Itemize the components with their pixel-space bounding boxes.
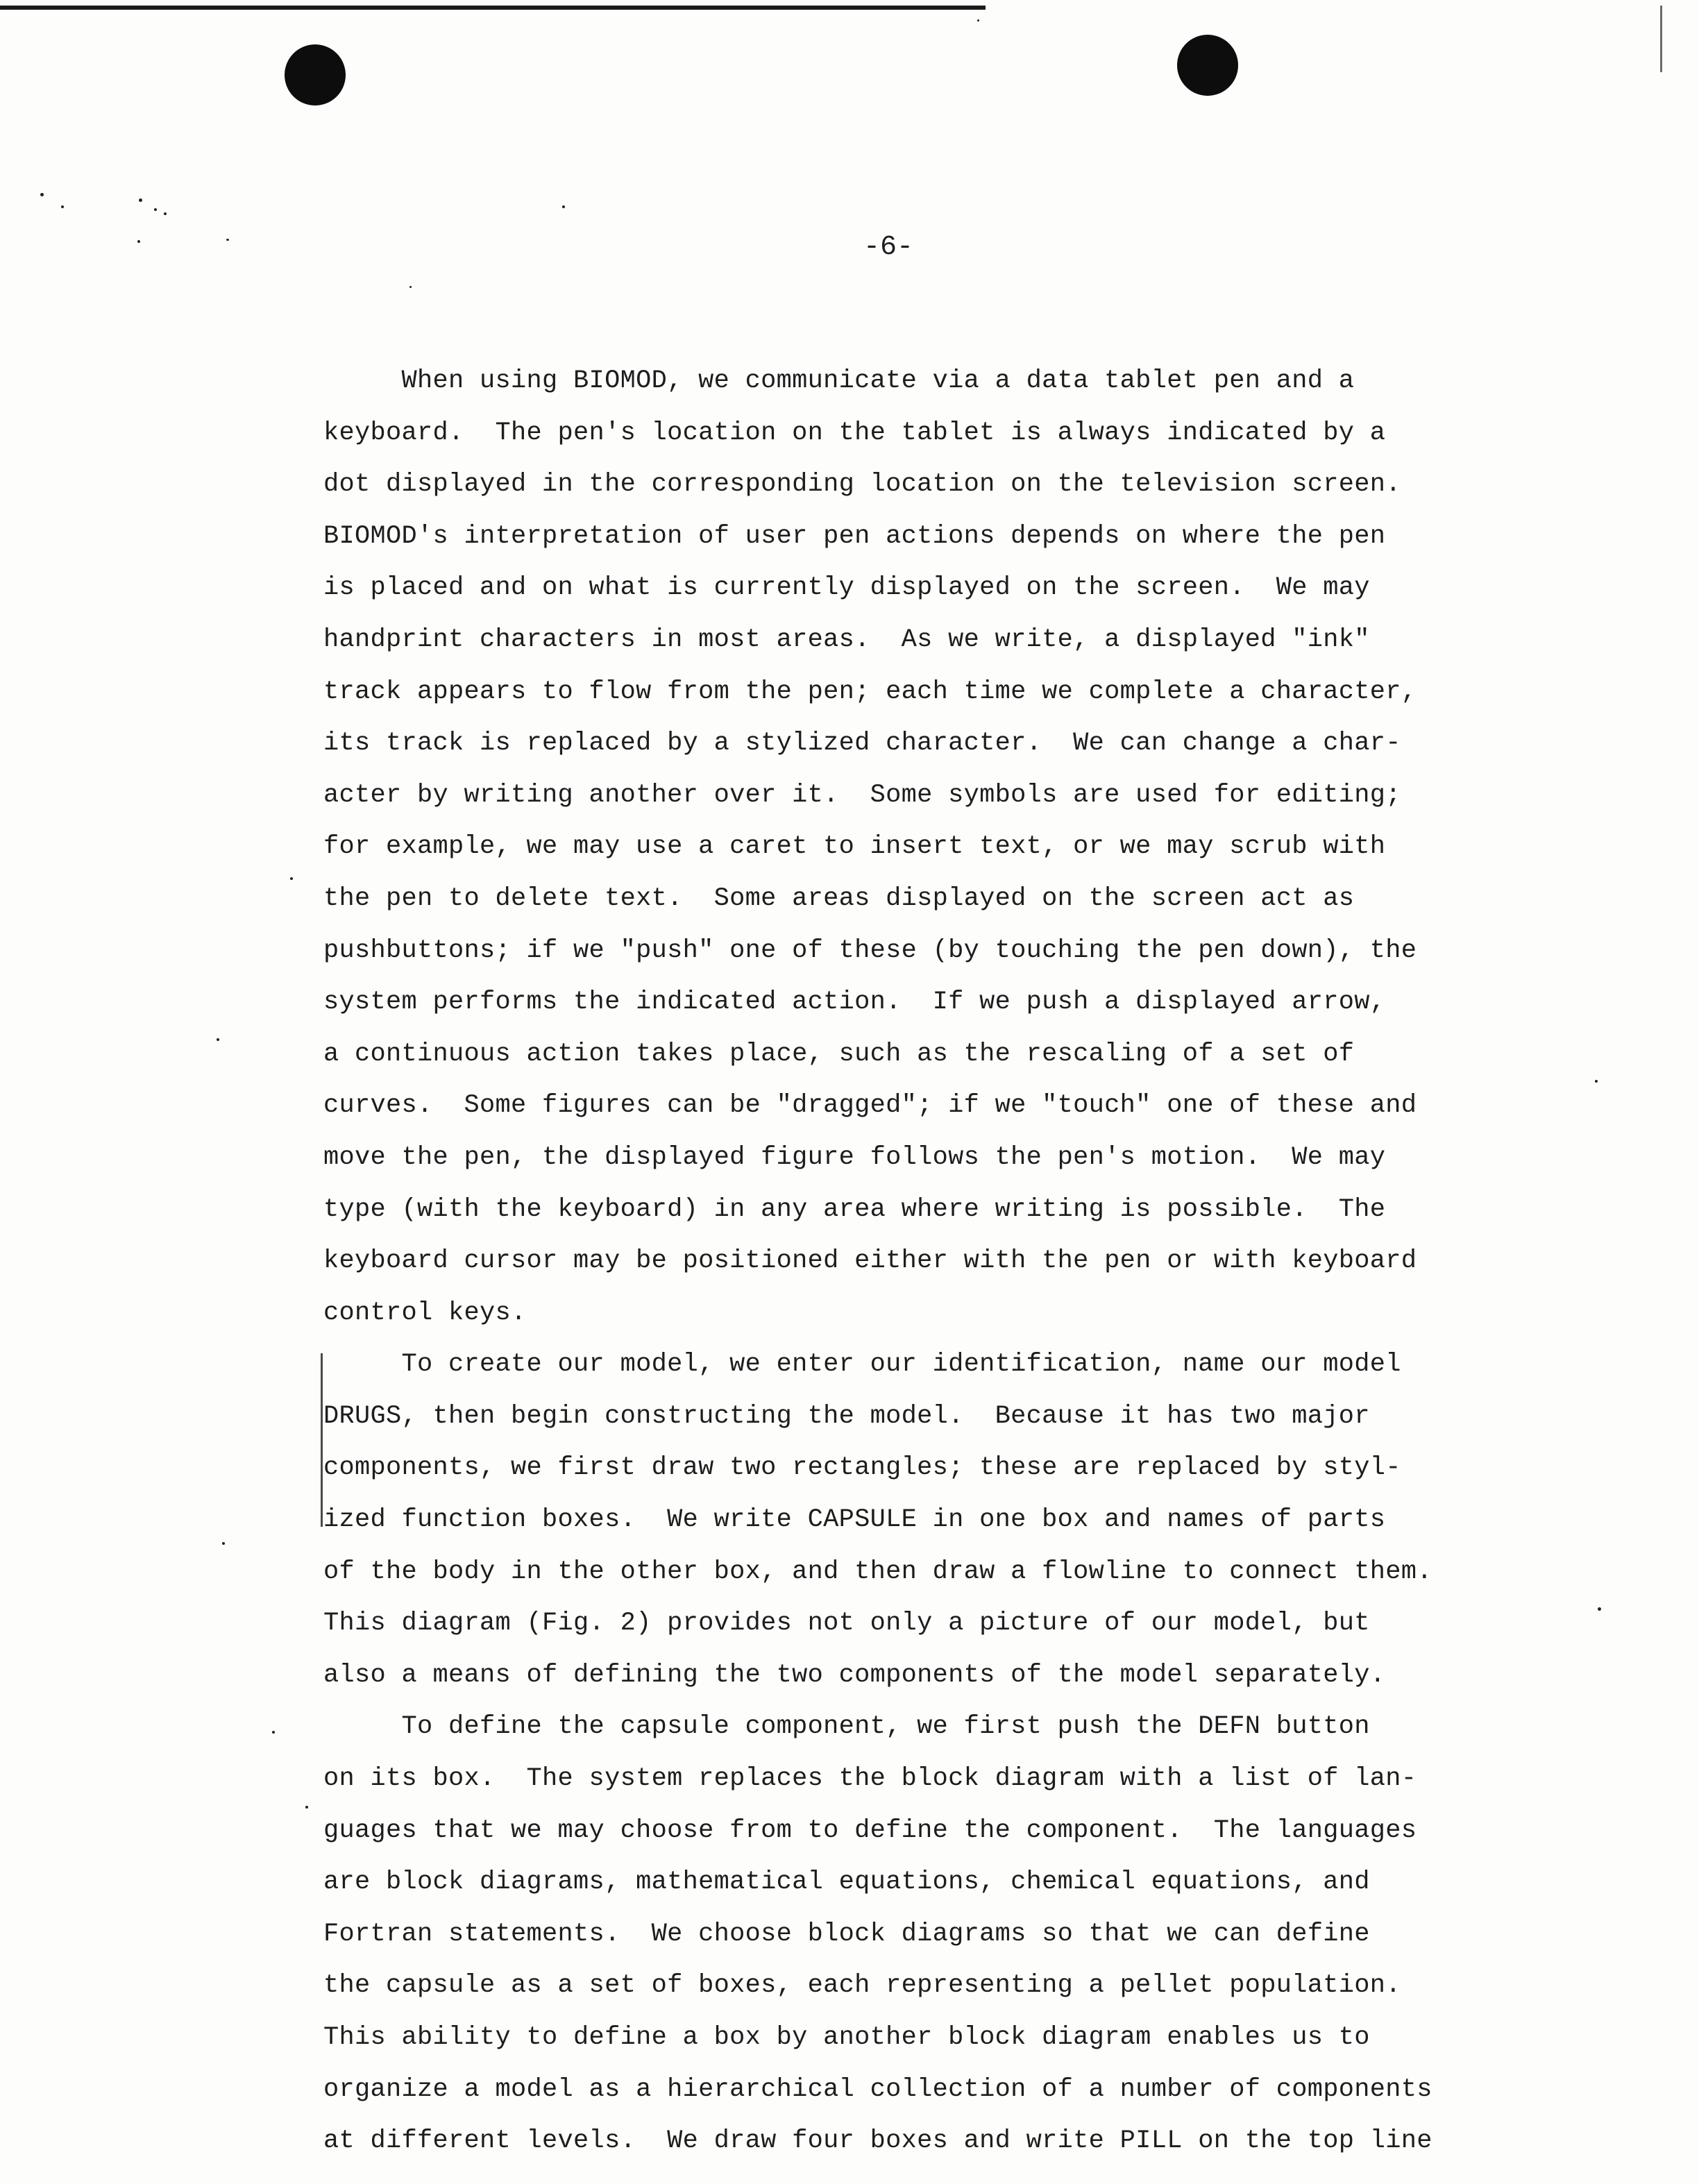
text-line: Fortran statements. We choose block diagrams so that we can define	[323, 1919, 1370, 1949]
text-line: its track is replaced by a stylized character. We can change a char-	[323, 729, 1401, 759]
punch-hole-left	[285, 44, 346, 105]
text-line: curves. Some figures can be "dragged"; if we "touch" one of these and	[323, 1091, 1417, 1121]
speck	[1595, 1080, 1598, 1083]
speck	[305, 1806, 308, 1809]
text-line: handprint characters in most areas. As we write, a displayed "ink"	[323, 625, 1370, 654]
speck	[222, 1542, 225, 1545]
top-rule	[0, 6, 986, 10]
text-line: on its box. The system replaces the block diagram with a list of lan-	[323, 1764, 1417, 1794]
page-number: -6-	[863, 232, 913, 263]
text-line: keyboard. The pen's location on the tablet is always indicated by a	[323, 418, 1386, 448]
text-line: the capsule as a set of boxes, each representing a pellet population.	[323, 1971, 1401, 2001]
speck	[290, 877, 293, 880]
speck	[139, 198, 142, 202]
text-line: type (with the keyboard) in any area where writing is possible. The	[323, 1194, 1386, 1224]
body-text	[323, 355, 1552, 2167]
speck	[137, 240, 140, 243]
text-line: are block diagrams, mathematical equations, chemical equations, and	[323, 1868, 1370, 1897]
text-line: BIOMOD's interpretation of user pen actions depends on where the pen	[323, 521, 1386, 551]
speck	[272, 1731, 275, 1734]
margin-change-bar	[321, 1353, 323, 1527]
speck	[1598, 1607, 1601, 1611]
text-line: To define the capsule component, we first push the DEFN button	[323, 1712, 1370, 1742]
text-line: for example, we may use a caret to insert text, or we may scrub with	[323, 832, 1386, 862]
speck	[977, 19, 979, 22]
text-line: dot displayed in the corresponding location on the television screen.	[323, 470, 1401, 500]
text-line: also a means of defining the two components of the model separately.	[323, 1660, 1386, 1690]
text-line: move the pen, the displayed figure follows the pen's motion. We may	[323, 1142, 1386, 1172]
speck	[217, 1038, 219, 1041]
text-line: guages that we may choose from to define the component. The languages	[323, 1815, 1417, 1845]
text-line: acter by writing another over it. Some symbols are used for editing;	[323, 780, 1401, 810]
text-line: components, we first draw two rectangles; these are replaced by styl-	[323, 1453, 1401, 1483]
text-line: system performs the indicated action. If we push a displayed arrow,	[323, 988, 1386, 1017]
edge-mark	[1660, 6, 1662, 72]
punch-hole-right	[1177, 35, 1238, 96]
speck	[154, 208, 157, 211]
speck	[61, 205, 64, 208]
text-line: organize a model as a hierarchical collection of a number of components	[323, 2074, 1432, 2104]
speck	[226, 239, 229, 241]
speck	[409, 286, 412, 288]
text-line: the pen to delete text. Some areas displayed on the screen act as	[323, 883, 1355, 913]
text-line: track appears to flow from the pen; each time we complete a character,	[323, 677, 1417, 706]
text-line: DRUGS, then begin constructing the model. Because it has two major	[323, 1401, 1370, 1431]
text-line: This diagram (Fig. 2) provides not only a picture of our model, but	[323, 1609, 1370, 1639]
text-line: ized function boxes. We write CAPSULE in one box and names of parts	[323, 1505, 1386, 1535]
text-line: of the body in the other box, and then draw a flowline to connect them.	[323, 1557, 1432, 1586]
text-line: When using BIOMOD, we communicate via a data tablet pen and a	[323, 366, 1355, 396]
speck	[164, 212, 167, 215]
text-line: control keys.	[323, 1298, 527, 1328]
text-line: a continuous action takes place, such as the rescaling of a set of	[323, 1039, 1355, 1069]
text-line: at different levels. We draw four boxes and write PILL on the top line	[323, 2126, 1432, 2156]
speck	[562, 205, 565, 208]
text-line: keyboard cursor may be positioned either with the pen or with keyboard	[323, 1246, 1417, 1276]
text-line: pushbuttons; if we "push" one of these (by touching the pen down), the	[323, 936, 1417, 965]
speck	[40, 193, 44, 196]
text-line: This ability to define a box by another block diagram enables us to	[323, 2023, 1370, 2052]
text-line: is placed and on what is currently displayed on the screen. We may	[323, 573, 1370, 603]
text-line: To create our model, we enter our identification, name our model	[323, 1350, 1401, 1380]
